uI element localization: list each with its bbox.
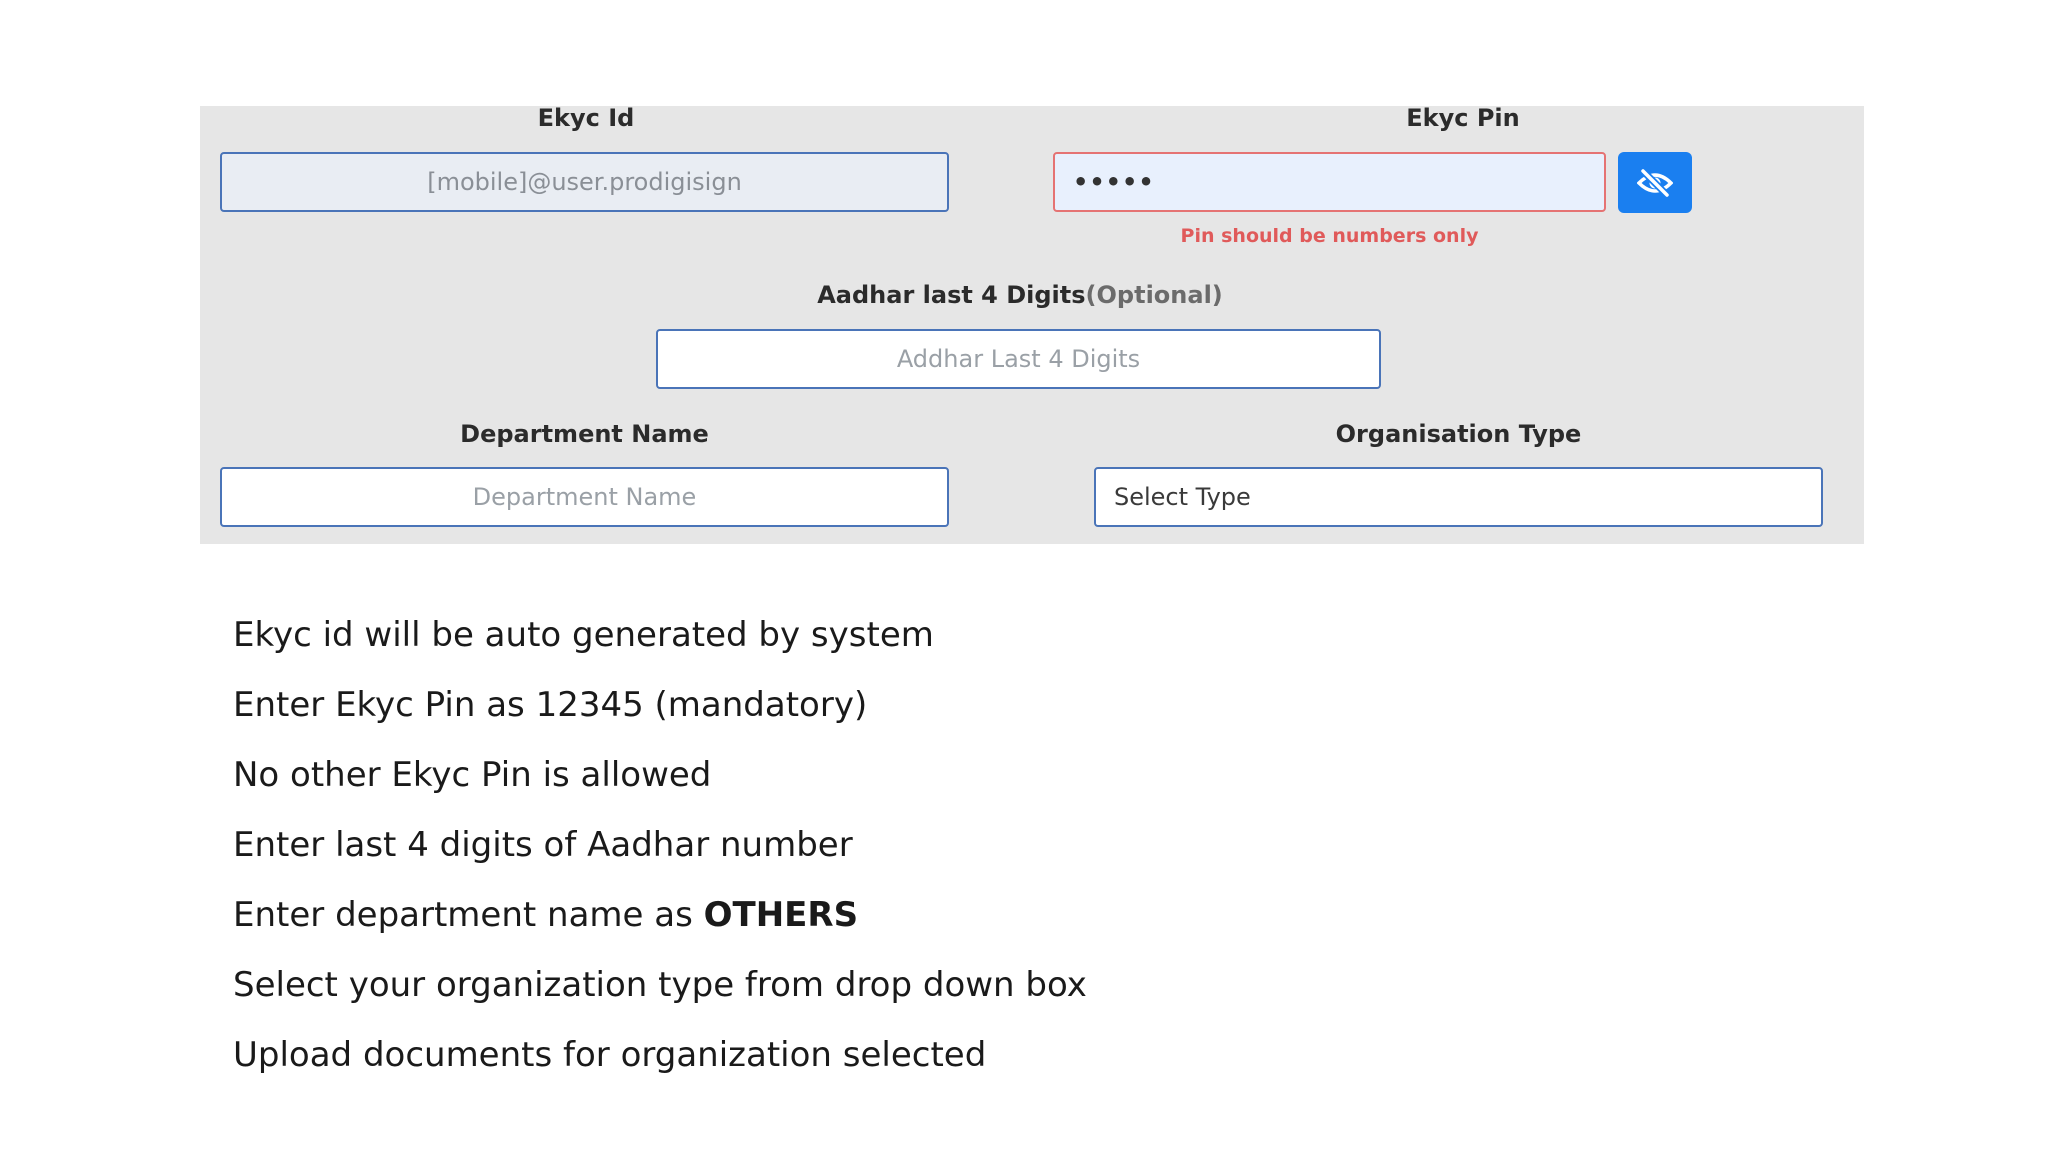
organisation-type-select[interactable]: Select Type <box>1094 467 1823 527</box>
instruction-aadhar: Enter last 4 digits of Aadhar number <box>233 825 853 865</box>
instruction-department-text: Enter department name as <box>233 895 704 935</box>
instructions-list <box>233 600 1087 1090</box>
instruction-department-bold: OTHERS <box>703 895 859 935</box>
instruction-org-type: Select your organization type from drop down box <box>233 965 1087 1005</box>
toggle-pin-visibility-button[interactable] <box>1618 152 1692 213</box>
organisation-type-label: Organisation Type <box>1335 420 1582 448</box>
eye-slash-icon <box>1637 168 1673 198</box>
ekyc-id-label: Ekyc Id <box>537 104 635 132</box>
department-name-input[interactable]: Department Name <box>220 467 949 527</box>
pin-error-message: Pin should be numbers only <box>1180 225 1479 247</box>
instruction-no-other-pin: No other Ekyc Pin is allowed <box>233 755 712 795</box>
ekyc-pin-field[interactable]: ••••• <box>1053 152 1606 212</box>
instruction-ekyc-id: Ekyc id will be auto generated by system <box>233 615 934 655</box>
aadhar-last4-input[interactable]: Addhar Last 4 Digits <box>656 329 1381 389</box>
ekyc-pin-label: Ekyc Pin <box>1406 104 1520 132</box>
instruction-department <box>233 880 1087 950</box>
instruction-upload: Upload documents for organization selected <box>233 1035 987 1075</box>
aadhar-label-optional: (Optional) <box>1085 281 1223 309</box>
aadhar-label <box>660 281 1380 309</box>
ekyc-id-field[interactable]: [mobile]@user.prodigisign <box>220 152 949 212</box>
department-name-label: Department Name <box>460 420 709 448</box>
aadhar-label-text: Aadhar last 4 Digits <box>817 281 1086 309</box>
instruction-ekyc-pin: Enter Ekyc Pin as 12345 (mandatory) <box>233 685 868 725</box>
